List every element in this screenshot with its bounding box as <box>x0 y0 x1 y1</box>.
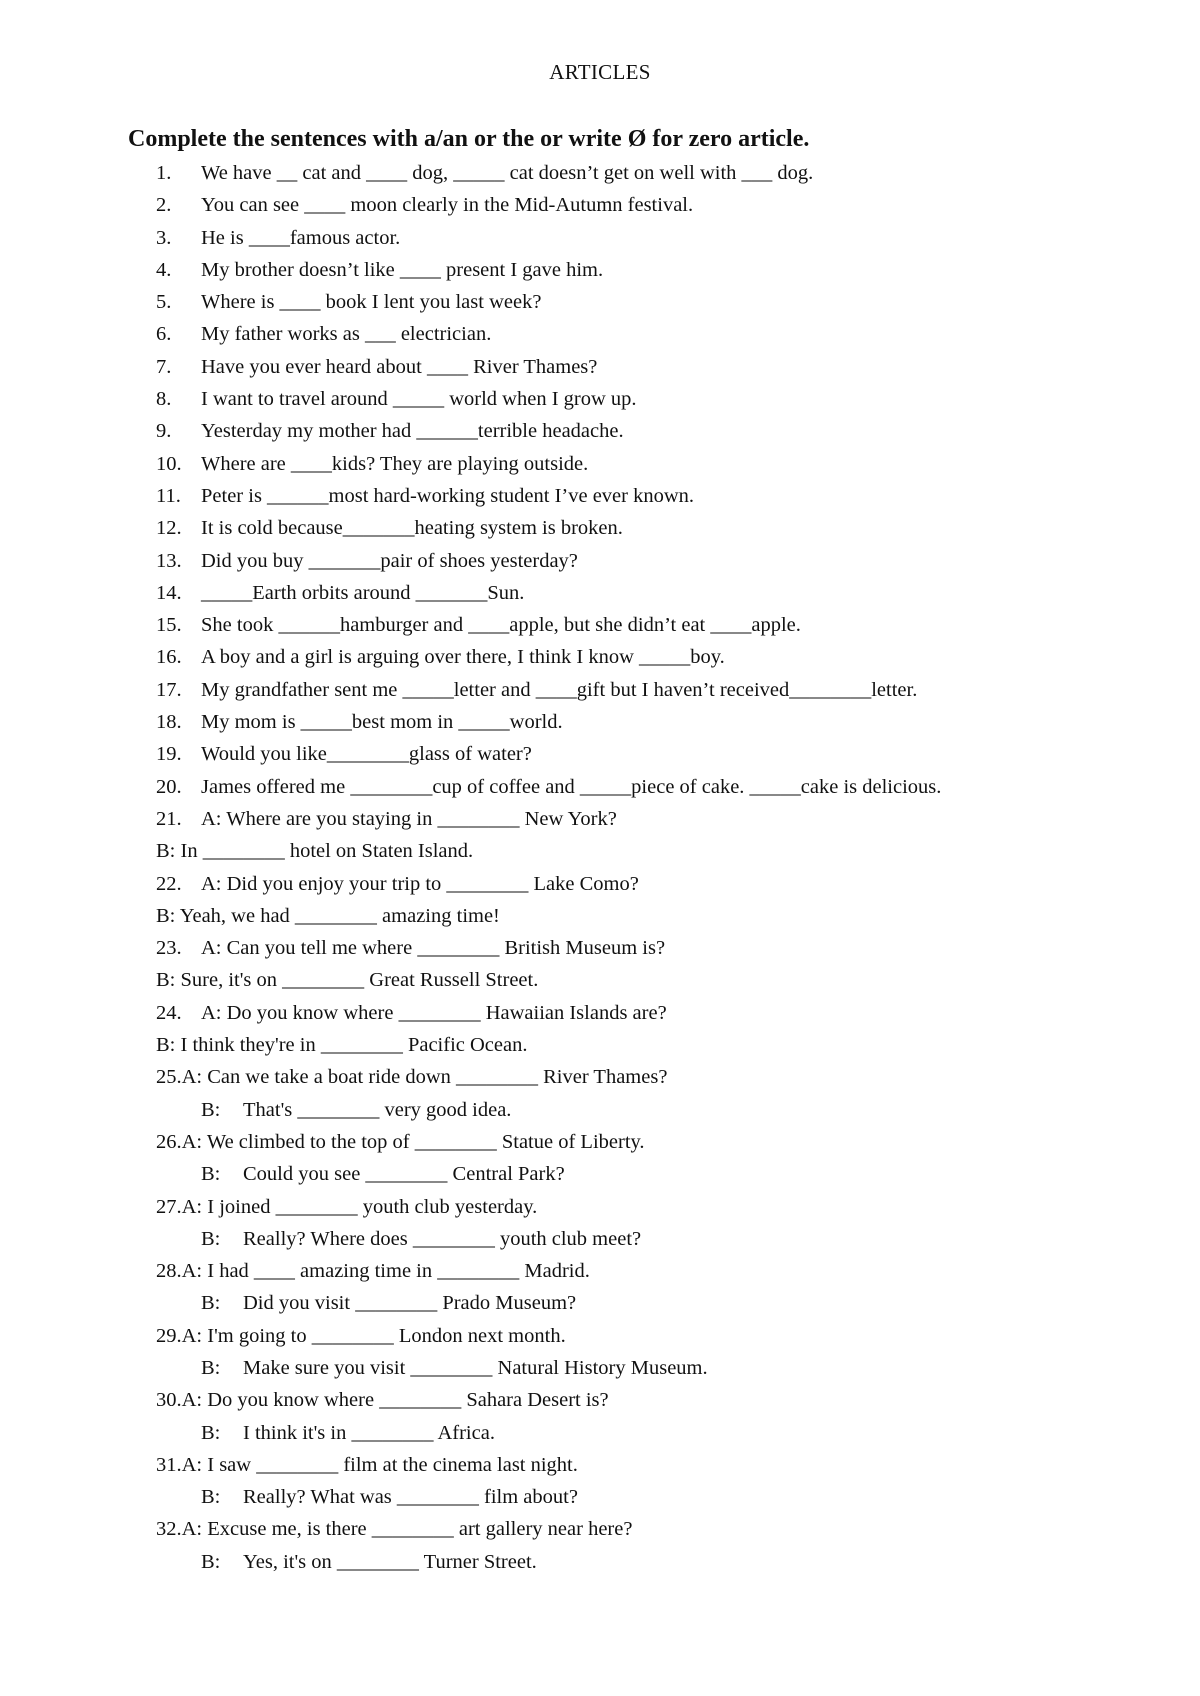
item-number: 6. <box>156 323 172 346</box>
list-item <box>156 545 1166 577</box>
item-text: Would you like________glass of water? <box>201 743 532 766</box>
reply-text: Really? What was ________ film about? <box>243 1486 578 1509</box>
reply-text: Make sure you visit ________ Natural History Museum. <box>243 1356 708 1379</box>
reply-text: Did you visit ________ Prado Museum? <box>243 1292 577 1315</box>
list-item <box>156 577 1166 609</box>
item-number: 8. <box>156 388 172 411</box>
item-number: 17. <box>156 678 182 701</box>
item-text: My father works as ___ electrician. <box>201 323 492 346</box>
item-number: 11. <box>156 484 181 507</box>
item-text: My grandfather sent me _____letter and ____gift but I haven’t received________letter. <box>201 678 918 701</box>
item-text: He is ____famous actor. <box>201 226 401 249</box>
item-text: A: Can you tell me where ________ British Museum is? <box>201 937 666 960</box>
dialogue-question <box>156 1061 1166 1093</box>
item-text: My mom is _____best mom in _____world. <box>201 711 563 734</box>
dialogue-reply <box>156 1223 1166 1255</box>
reply-text: Could you see ________ Central Park? <box>243 1163 565 1186</box>
list-item <box>156 738 1166 770</box>
item-text: _____Earth orbits around _______Sun. <box>201 581 525 604</box>
item-text: We have __ cat and ____ dog, _____ cat doesn’t get on well with ___ dog. <box>201 162 814 184</box>
item-text: Where is ____ book I lent you last week? <box>201 291 542 314</box>
item-number: 23. <box>156 937 182 960</box>
reply-text: I think it's in ________ Africa. <box>243 1421 495 1444</box>
list-item <box>156 868 1166 900</box>
reply-label: B: <box>201 1486 221 1509</box>
item-number: 10. <box>156 452 182 475</box>
dialogue-question <box>156 1449 1166 1481</box>
dialogue-question <box>156 1513 1166 1545</box>
item-number: 2. <box>156 194 172 217</box>
list-item <box>156 771 1166 803</box>
item-number: 1. <box>156 162 172 184</box>
list-item <box>156 286 1166 318</box>
reply-label: B: <box>201 1098 221 1121</box>
question-text: 30.A: Do you know where ________ Sahara Desert is? <box>156 1389 609 1412</box>
reply-text: B: Yeah, we had ________ amazing time! <box>156 904 500 927</box>
item-number: 3. <box>156 226 172 249</box>
reply-text: Yes, it's on ________ Turner Street. <box>243 1550 537 1573</box>
item-number: 15. <box>156 614 182 637</box>
dialogue-question <box>156 1126 1166 1158</box>
reply-text: That's ________ very good idea. <box>243 1098 512 1121</box>
reply-label: B: <box>201 1163 221 1186</box>
item-text: James offered me ________cup of coffee and _____piece of cake. _____cake is delicious. <box>201 775 942 798</box>
list-item <box>156 609 1166 641</box>
item-number: 14. <box>156 581 182 604</box>
item-number: 7. <box>156 355 172 378</box>
question-text: 31.A: I saw ________ film at the cinema last night. <box>156 1453 578 1476</box>
list-item <box>156 997 1166 1029</box>
question-text: 32.A: Excuse me, is there ________ art gallery near here? <box>156 1518 633 1541</box>
item-number: 13. <box>156 549 182 572</box>
item-number: 20. <box>156 775 182 798</box>
list-item <box>156 448 1166 480</box>
exercise-instruction: Complete the sentences with a/an or the or write Ø for zero article. <box>128 126 810 152</box>
dialogue-reply <box>156 900 1166 932</box>
dialogue-question <box>156 1384 1166 1416</box>
reply-label: B: <box>201 1292 221 1315</box>
reply-label: B: <box>201 1227 221 1250</box>
item-text: I want to travel around _____ world when I grow up. <box>201 388 637 411</box>
item-text: A boy and a girl is arguing over there, I think I know _____boy. <box>201 646 725 669</box>
item-text: A: Do you know where ________ Hawaiian Islands are? <box>201 1001 667 1024</box>
question-text: 25.A: Can we take a boat ride down ________ River Thames? <box>156 1066 668 1089</box>
dialogue-reply <box>156 1481 1166 1513</box>
item-number: 9. <box>156 420 172 443</box>
item-text: A: Where are you staying in ________ New York? <box>201 807 617 830</box>
list-item <box>156 674 1166 706</box>
item-number: 24. <box>156 1001 182 1024</box>
dialogue-reply <box>156 1287 1166 1319</box>
list-item <box>156 189 1166 221</box>
dialogue-reply <box>156 1094 1166 1126</box>
item-text: You can see ____ moon clearly in the Mid-Autumn festival. <box>201 194 694 217</box>
reply-label: B: <box>201 1550 221 1573</box>
item-text: My brother doesn’t like ____ present I gave him. <box>201 258 604 281</box>
item-number: 5. <box>156 291 172 314</box>
list-item <box>156 222 1166 254</box>
list-item <box>156 254 1166 286</box>
item-text: Where are ____kids? They are playing outside. <box>201 452 589 475</box>
dialogue-question <box>156 1255 1166 1287</box>
reply-text: B: Sure, it's on ________ Great Russell Street. <box>156 969 539 992</box>
question-text: 26.A: We climbed to the top of ________ Statue of Liberty. <box>156 1130 645 1153</box>
item-text: Yesterday my mother had ______terrible headache. <box>201 420 624 443</box>
question-text: 28.A: I had ____ amazing time in ________ Madrid. <box>156 1260 590 1283</box>
item-text: Have you ever heard about ____ River Thames? <box>201 355 598 378</box>
item-number: 12. <box>156 517 182 540</box>
reply-label: B: <box>201 1356 221 1379</box>
item-number: 16. <box>156 646 182 669</box>
dialogue-reply <box>156 1158 1166 1190</box>
list-item <box>156 351 1166 383</box>
page-title: ARTICLES <box>549 60 651 84</box>
list-item <box>156 932 1166 964</box>
reply-label: B: <box>201 1421 221 1444</box>
item-number: 21. <box>156 807 182 830</box>
item-number: 4. <box>156 258 172 281</box>
item-number: 19. <box>156 743 182 766</box>
question-text: 29.A: I'm going to ________ London next month. <box>156 1324 566 1347</box>
list-item <box>156 641 1166 673</box>
dialogue-question <box>156 1191 1166 1223</box>
reply-text: B: I think they're in ________ Pacific Ocean. <box>156 1034 528 1057</box>
item-number: 18. <box>156 711 182 734</box>
list-item <box>156 512 1166 544</box>
reply-text: B: In ________ hotel on Staten Island. <box>156 840 474 863</box>
item-text: She took ______hamburger and ____apple, but she didn’t eat ____apple. <box>201 614 801 637</box>
item-text: Peter is ______most hard-working student I’ve ever known. <box>201 484 695 507</box>
list-item <box>156 157 1166 189</box>
reply-text: Really? Where does ________ youth club meet? <box>243 1227 642 1250</box>
dialogue-reply <box>156 1546 1166 1578</box>
item-text: Did you buy _______pair of shoes yesterday? <box>201 549 578 572</box>
dialogue-reply <box>156 1417 1166 1449</box>
list-item <box>156 803 1166 835</box>
list-item <box>156 415 1166 447</box>
item-number: 22. <box>156 872 182 895</box>
list-item <box>156 383 1166 415</box>
item-text: A: Did you enjoy your trip to ________ Lake Como? <box>201 872 639 895</box>
item-text: It is cold because_______heating system is broken. <box>201 517 623 540</box>
dialogue-reply <box>156 964 1166 996</box>
list-item <box>156 480 1166 512</box>
dialogue-reply <box>156 1352 1166 1384</box>
dialogue-question <box>156 1320 1166 1352</box>
question-text: 27.A: I joined ________ youth club yesterday. <box>156 1195 538 1218</box>
exercise-list <box>156 157 1166 1578</box>
list-item <box>156 706 1166 738</box>
dialogue-reply <box>156 835 1166 867</box>
dialogue-reply <box>156 1029 1166 1061</box>
list-item <box>156 318 1166 350</box>
